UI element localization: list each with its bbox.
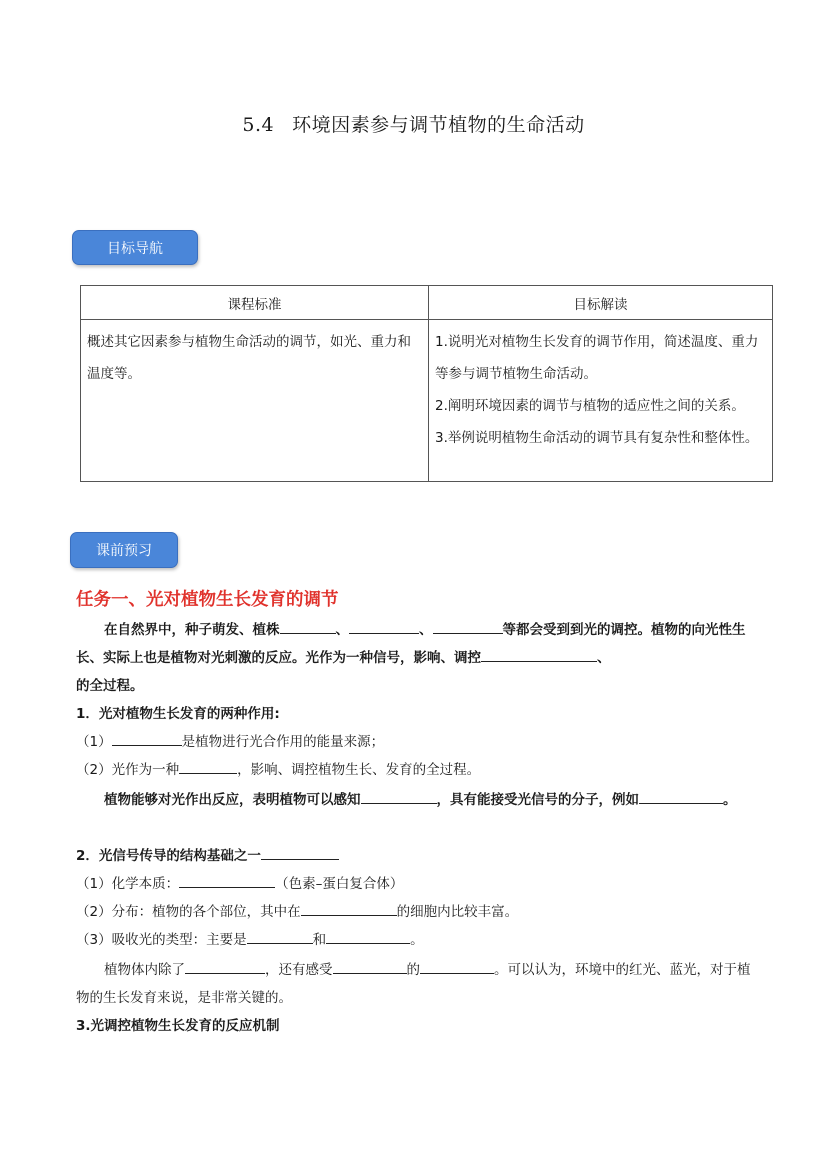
blank[interactable] (420, 959, 494, 974)
item-text: 分布：植物的各个部位，其中在 (111, 904, 301, 920)
item-text: 吸收光的类型：主要是 (111, 932, 247, 948)
intro-sep-3: 、 (597, 650, 611, 666)
blank[interactable] (333, 959, 407, 974)
item-number: （2） (76, 762, 112, 778)
blank[interactable] (349, 619, 419, 634)
header-standard: 课程标准 (81, 286, 429, 320)
s2-item-1 (76, 870, 756, 898)
s1-paragraph (76, 786, 756, 814)
blank[interactable] (179, 873, 275, 888)
s2-heading (76, 842, 756, 870)
para-text: 。可以认为，环境中的红光、蓝光，对于植物的生长发育来说，是非常关键的。 (76, 962, 751, 1006)
item-text: ，影响、调控植物生长、发育的全过程。 (237, 762, 481, 778)
item-number: （1） (76, 734, 112, 750)
item-text: 。 (410, 932, 424, 948)
item-text: 化学本质： (111, 876, 180, 892)
blank[interactable] (433, 619, 503, 634)
header-interpretation: 目标解读 (429, 286, 773, 320)
intro-sep-1: 、 (335, 622, 349, 638)
item-text: 光作为一种 (111, 762, 180, 778)
interpretation-2: 2.阐明环境因素的调节与植物的适应性之间的关系。 (435, 398, 745, 414)
standard-text: 概述其它因素参与植物生命活动的调节，如光、重力和温度等。 (87, 334, 411, 382)
para-text: 植物能够对光作出反应，表明植物可以感知 (104, 792, 361, 808)
heading-text: 2．光信号传导的结构基础之一 (76, 848, 261, 864)
s2-item-3 (76, 926, 756, 954)
para-text: 。 (723, 792, 737, 808)
blank[interactable] (481, 647, 597, 662)
para-text: ，具有能接受光信号的分子，例如 (436, 792, 639, 808)
blank[interactable] (247, 929, 313, 944)
task1-heading: 任务一、光对植物生长发育的调节 (76, 590, 339, 610)
item-number: （3） (76, 932, 112, 948)
s1-item-2 (76, 756, 756, 784)
item-text: 的细胞内比较丰富。 (396, 904, 519, 920)
s3-heading: 3.光调控植物生长发育的反应机制 (76, 1018, 280, 1034)
para-text: 的 (406, 962, 420, 978)
blank[interactable] (112, 731, 182, 746)
title-text: 环境因素参与调节植物的生命活动 (292, 114, 585, 136)
s2-paragraph (76, 956, 756, 1012)
nav-section-label: 目标导航 (72, 230, 198, 265)
blank[interactable] (301, 901, 397, 916)
s1-heading: 1．光对植物生长发育的两种作用: (76, 706, 280, 722)
page-title (0, 110, 827, 137)
item-text: 是植物进行光合作用的能量来源； (181, 734, 385, 750)
item-number: （2） (76, 904, 112, 920)
item-number: （1） (76, 876, 112, 892)
para-text: 植物体内除了 (104, 962, 185, 978)
para-text: ，还有感受 (265, 962, 333, 978)
blank[interactable] (639, 789, 723, 804)
intro-paragraph (76, 616, 756, 700)
interpretation-1: 1.说明光对植物生长发育的调节作用，简述温度、重力等参与调节植物生命活动。 (435, 334, 759, 382)
goals-table (80, 285, 773, 482)
intro-text-1: 在自然界中，种子萌发、植株 (104, 622, 280, 638)
preview-section-label: 课前预习 (70, 532, 178, 568)
blank[interactable] (326, 929, 410, 944)
intro-sep-2: 、 (419, 622, 433, 638)
intro-text-2: 等都会受到到光的调控。植物的向光性生长、实际上也是植物对光刺激的反应。光作为一种信号，影响、调控 (76, 622, 746, 666)
interpretation-cell (429, 320, 773, 482)
s1-item-1 (76, 728, 756, 756)
s2-item-2 (76, 898, 756, 926)
blank[interactable] (185, 959, 265, 974)
intro-text-3: 的全过程。 (76, 678, 144, 694)
blank[interactable] (261, 845, 339, 860)
item-text: 和 (312, 932, 327, 948)
item-text: （色素–蛋白复合体） (275, 876, 404, 892)
standard-cell (81, 320, 429, 482)
blank[interactable] (179, 759, 237, 774)
section-number: 5.4 (242, 114, 275, 136)
blank[interactable] (280, 619, 336, 634)
blank[interactable] (361, 789, 437, 804)
interpretation-3: 3.举例说明植物生命活动的调节具有复杂性和整体性。 (435, 430, 759, 446)
